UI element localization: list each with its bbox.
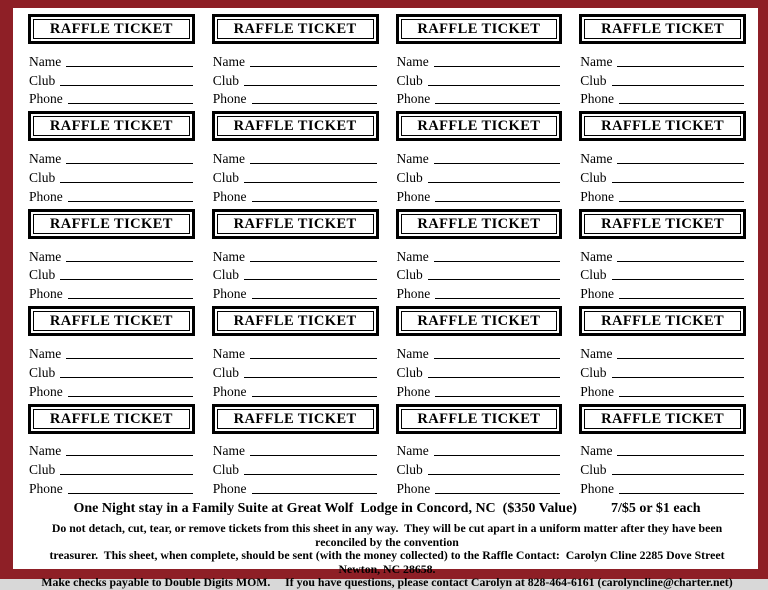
ticket-header-box: [579, 14, 746, 44]
name-label: Name: [396, 53, 429, 69]
name-blank-line: [434, 66, 561, 67]
ticket-fields: [212, 441, 379, 497]
phone-blank-line: [435, 493, 560, 494]
ticket-fields: [28, 441, 195, 497]
ticket-title: RAFFLE TICKET: [33, 311, 190, 331]
ticket-header-box: [579, 306, 746, 336]
phone-label: Phone: [29, 188, 63, 204]
phone-label: Phone: [212, 286, 247, 302]
ticket-header-box: [28, 14, 195, 44]
ticket-title: RAFFLE TICKET: [584, 214, 741, 234]
name-blank-line: [434, 358, 561, 359]
club-blank-line: [612, 279, 744, 280]
field-row-club: [397, 459, 561, 478]
field-row-name: [397, 51, 561, 70]
club-blank-line: [60, 377, 192, 378]
phone-blank-line: [252, 103, 377, 104]
club-blank-line: [428, 85, 560, 86]
ticket-header-box: [579, 111, 746, 141]
phone-blank-line: [619, 493, 744, 494]
raffle-ticket: [212, 111, 379, 205]
name-blank-line: [66, 261, 193, 262]
field-row-club: [580, 459, 744, 478]
club-label: Club: [212, 267, 240, 283]
ticket-header-box: [396, 111, 563, 141]
name-blank-line: [66, 455, 193, 456]
phone-label: Phone: [212, 188, 247, 204]
field-row-phone: [397, 381, 561, 400]
name-label: Name: [29, 248, 62, 264]
field-row-club: [580, 265, 744, 284]
ticket-title: RAFFLE TICKET: [401, 311, 558, 331]
field-row-club: [397, 362, 561, 381]
prize-line: [28, 501, 746, 517]
name-blank-line: [617, 261, 744, 262]
club-blank-line: [612, 85, 744, 86]
club-label: Club: [212, 462, 240, 478]
phone-label: Phone: [580, 286, 614, 302]
name-blank-line: [66, 163, 193, 164]
ticket-header-box: [28, 209, 195, 239]
name-label: Name: [29, 151, 62, 167]
name-blank-line: [250, 358, 377, 359]
club-blank-line: [612, 182, 744, 183]
club-blank-line: [612, 474, 744, 475]
name-label: Name: [212, 345, 245, 361]
field-row-name: [397, 343, 561, 362]
ticket-fields: [212, 148, 379, 204]
field-row-name: [397, 246, 561, 265]
club-label: Club: [396, 169, 423, 185]
ticket-header-box: [579, 209, 746, 239]
phone-label: Phone: [212, 91, 247, 107]
raffle-ticket: [28, 404, 195, 498]
ticket-title: RAFFLE TICKET: [217, 19, 374, 39]
field-row-name: [397, 441, 561, 460]
raffle-ticket: [28, 209, 195, 303]
raffle-ticket: [28, 111, 195, 205]
club-label: Club: [580, 169, 607, 185]
ticket-title: RAFFLE TICKET: [33, 214, 190, 234]
field-row-name: [29, 246, 193, 265]
field-row-club: [213, 362, 377, 381]
ticket-title: RAFFLE TICKET: [217, 311, 374, 331]
phone-label: Phone: [580, 383, 614, 399]
ticket-fields: [579, 343, 746, 399]
field-row-phone: [29, 381, 193, 400]
ticket-title: RAFFLE TICKET: [217, 409, 374, 429]
ticket-title: RAFFLE TICKET: [401, 214, 558, 234]
field-row-phone: [580, 283, 744, 302]
field-row-phone: [397, 186, 561, 205]
club-label: Club: [29, 72, 56, 88]
club-blank-line: [612, 377, 744, 378]
ticket-title: RAFFLE TICKET: [584, 19, 741, 39]
raffle-ticket: [396, 306, 563, 400]
phone-label: Phone: [396, 286, 431, 302]
field-row-phone: [29, 478, 193, 497]
ticket-fields: [28, 343, 195, 399]
name-blank-line: [434, 261, 561, 262]
ticket-header-box: [396, 404, 563, 434]
phone-blank-line: [435, 201, 560, 202]
ticket-fields: [212, 51, 379, 107]
club-blank-line: [244, 182, 376, 183]
field-row-phone: [397, 478, 561, 497]
ticket-header-box: [28, 404, 195, 434]
name-blank-line: [250, 66, 377, 67]
phone-label: Phone: [29, 383, 63, 399]
ticket-header-box: [396, 14, 563, 44]
phone-label: Phone: [396, 480, 431, 496]
ticket-header-box: [212, 404, 379, 434]
club-blank-line: [60, 474, 192, 475]
phone-blank-line: [435, 298, 560, 299]
name-label: Name: [212, 443, 245, 459]
name-label: Name: [396, 345, 429, 361]
field-row-name: [580, 246, 744, 265]
ticket-fields: [28, 148, 195, 204]
name-label: Name: [212, 53, 245, 69]
name-label: Name: [396, 248, 429, 264]
raffle-ticket: [212, 209, 379, 303]
ticket-header-box: [212, 209, 379, 239]
phone-label: Phone: [396, 383, 431, 399]
raffle-ticket: [579, 306, 746, 400]
club-blank-line: [244, 85, 376, 86]
name-blank-line: [250, 261, 377, 262]
club-label: Club: [29, 169, 56, 185]
club-blank-line: [428, 279, 560, 280]
ticket-fields: [28, 51, 195, 107]
field-row-phone: [213, 283, 377, 302]
name-label: Name: [580, 345, 613, 361]
raffle-ticket: [28, 14, 195, 108]
name-label: Name: [212, 248, 245, 264]
ticket-header-box: [28, 306, 195, 336]
raffle-ticket: [579, 209, 746, 303]
name-label: Name: [580, 53, 613, 69]
name-label: Name: [580, 443, 613, 459]
club-label: Club: [29, 364, 56, 380]
field-row-name: [213, 246, 377, 265]
field-row-phone: [213, 478, 377, 497]
raffle-ticket: [396, 209, 563, 303]
field-row-club: [29, 70, 193, 89]
phone-blank-line: [435, 396, 560, 397]
raffle-ticket: [28, 306, 195, 400]
field-row-name: [580, 51, 744, 70]
name-blank-line: [434, 455, 561, 456]
name-blank-line: [617, 455, 744, 456]
name-blank-line: [250, 455, 377, 456]
instructions-text: [28, 522, 746, 590]
raffle-ticket: [396, 404, 563, 498]
ticket-fields: [212, 246, 379, 302]
phone-blank-line: [68, 298, 193, 299]
ticket-title: RAFFLE TICKET: [584, 409, 741, 429]
field-row-club: [213, 70, 377, 89]
club-blank-line: [60, 279, 192, 280]
phone-blank-line: [619, 396, 744, 397]
club-label: Club: [580, 364, 607, 380]
ticket-fields: [396, 441, 563, 497]
club-label: Club: [212, 364, 240, 380]
field-row-club: [580, 167, 744, 186]
phone-blank-line: [252, 201, 377, 202]
field-row-phone: [397, 283, 561, 302]
ticket-fields: [212, 343, 379, 399]
field-row-phone: [580, 381, 744, 400]
club-blank-line: [428, 474, 560, 475]
name-label: Name: [580, 151, 613, 167]
name-label: Name: [29, 345, 62, 361]
name-blank-line: [250, 163, 377, 164]
club-label: Club: [396, 267, 423, 283]
phone-label: Phone: [212, 383, 247, 399]
ticket-fields: [579, 148, 746, 204]
field-row-name: [213, 148, 377, 167]
field-row-club: [397, 265, 561, 284]
field-row-name: [29, 51, 193, 70]
phone-label: Phone: [396, 188, 431, 204]
instructions-line-3: Make checks payable to Double Digits MOM. If you have questions, please contact Carolyn at 828-464-6161 (carolyncline@charter.net): [41, 575, 733, 590]
raffle-ticket: [579, 111, 746, 205]
club-label: Club: [580, 462, 607, 478]
club-blank-line: [244, 377, 376, 378]
field-row-phone: [29, 186, 193, 205]
ticket-header-box: [28, 111, 195, 141]
field-row-club: [397, 167, 561, 186]
ticket-title: RAFFLE TICKET: [217, 116, 374, 136]
phone-blank-line: [252, 396, 377, 397]
field-row-phone: [397, 89, 561, 108]
field-row-name: [29, 148, 193, 167]
phone-label: Phone: [580, 188, 614, 204]
phone-label: Phone: [212, 480, 247, 496]
raffle-ticket: [212, 14, 379, 108]
name-label: Name: [29, 443, 62, 459]
ticket-title: RAFFLE TICKET: [217, 214, 374, 234]
field-row-club: [213, 265, 377, 284]
field-row-phone: [213, 186, 377, 205]
ticket-header-box: [579, 404, 746, 434]
ticket-title: RAFFLE TICKET: [33, 116, 190, 136]
club-label: Club: [396, 72, 423, 88]
phone-blank-line: [68, 201, 193, 202]
raffle-ticket: [212, 404, 379, 498]
field-row-phone: [29, 283, 193, 302]
field-row-club: [580, 362, 744, 381]
phone-blank-line: [252, 298, 377, 299]
ticket-header-box: [396, 209, 563, 239]
name-blank-line: [617, 66, 744, 67]
club-label: Club: [580, 72, 607, 88]
phone-blank-line: [619, 103, 744, 104]
ticket-title: RAFFLE TICKET: [401, 116, 558, 136]
field-row-club: [29, 265, 193, 284]
phone-blank-line: [68, 103, 193, 104]
ticket-fields: [396, 246, 563, 302]
phone-blank-line: [68, 493, 193, 494]
ticket-fields: [579, 51, 746, 107]
name-label: Name: [29, 53, 62, 69]
ticket-header-box: [212, 306, 379, 336]
name-label: Name: [396, 151, 429, 167]
field-row-club: [29, 459, 193, 478]
field-row-club: [397, 70, 561, 89]
field-row-name: [29, 441, 193, 460]
ticket-grid: [28, 14, 746, 498]
field-row-phone: [29, 89, 193, 108]
field-row-phone: [580, 89, 744, 108]
phone-label: Phone: [580, 480, 614, 496]
club-blank-line: [428, 377, 560, 378]
field-row-club: [29, 167, 193, 186]
phone-label: Phone: [29, 286, 63, 302]
field-row-name: [580, 441, 744, 460]
name-blank-line: [617, 163, 744, 164]
club-blank-line: [244, 279, 376, 280]
field-row-name: [213, 343, 377, 362]
sheet-content: [13, 8, 758, 590]
field-row-club: [580, 70, 744, 89]
field-row-phone: [580, 186, 744, 205]
ticket-title: RAFFLE TICKET: [33, 19, 190, 39]
raffle-ticket: [579, 404, 746, 498]
ticket-fields: [396, 51, 563, 107]
ticket-fields: [28, 246, 195, 302]
ticket-header-box: [396, 306, 563, 336]
name-label: Name: [396, 443, 429, 459]
ticket-fields: [396, 343, 563, 399]
ticket-fields: [396, 148, 563, 204]
phone-blank-line: [435, 103, 560, 104]
ticket-header-box: [212, 111, 379, 141]
ticket-title: RAFFLE TICKET: [584, 311, 741, 331]
field-row-club: [29, 362, 193, 381]
ticket-price: 7/$5 or $1 each: [610, 500, 701, 516]
club-label: Club: [580, 267, 607, 283]
field-row-name: [397, 148, 561, 167]
field-row-name: [213, 441, 377, 460]
raffle-ticket: [396, 14, 563, 108]
raffle-ticket: [396, 111, 563, 205]
field-row-name: [580, 148, 744, 167]
ticket-title: RAFFLE TICKET: [401, 19, 558, 39]
ticket-title: RAFFLE TICKET: [584, 116, 741, 136]
field-row-phone: [213, 89, 377, 108]
ticket-header-box: [212, 14, 379, 44]
club-blank-line: [60, 182, 192, 183]
name-blank-line: [617, 358, 744, 359]
ticket-title: RAFFLE TICKET: [33, 409, 190, 429]
club-label: Club: [212, 72, 240, 88]
field-row-club: [213, 459, 377, 478]
phone-blank-line: [68, 396, 193, 397]
field-row-phone: [580, 478, 744, 497]
name-blank-line: [434, 163, 561, 164]
ticket-title: RAFFLE TICKET: [401, 409, 558, 429]
phone-label: Phone: [29, 480, 63, 496]
ticket-fields: [579, 246, 746, 302]
club-blank-line: [428, 182, 560, 183]
ticket-fields: [579, 441, 746, 497]
club-label: Club: [396, 364, 423, 380]
field-row-name: [213, 51, 377, 70]
name-label: Name: [580, 248, 613, 264]
field-row-name: [29, 343, 193, 362]
phone-blank-line: [252, 493, 377, 494]
club-label: Club: [212, 169, 240, 185]
club-label: Club: [29, 267, 56, 283]
field-row-name: [580, 343, 744, 362]
phone-label: Phone: [29, 91, 63, 107]
instructions-line-1: Do not detach, cut, tear, or remove tickets from this sheet in any way. They will be cut apart in a uniform matter after they have been reconciled by the convention: [51, 520, 726, 549]
phone-blank-line: [619, 298, 744, 299]
field-row-phone: [213, 381, 377, 400]
name-blank-line: [66, 66, 193, 67]
club-blank-line: [60, 85, 192, 86]
phone-label: Phone: [580, 91, 614, 107]
raffle-ticket: [579, 14, 746, 108]
raffle-ticket: [212, 306, 379, 400]
field-row-club: [213, 167, 377, 186]
instructions-line-2: treasurer. This sheet, when complete, should be sent (with the money collected) to the Raffle Contact: Carolyn Cline 2285 Dove Street Newton, NC 28658.: [49, 548, 728, 576]
name-label: Name: [212, 151, 245, 167]
club-blank-line: [244, 474, 376, 475]
name-blank-line: [66, 358, 193, 359]
phone-blank-line: [619, 201, 744, 202]
club-label: Club: [29, 462, 56, 478]
phone-label: Phone: [396, 91, 431, 107]
club-label: Club: [396, 462, 423, 478]
prize-description: One Night stay in a Family Suite at Great Wolf Lodge in Concord, NC ($350 Value): [73, 500, 577, 516]
